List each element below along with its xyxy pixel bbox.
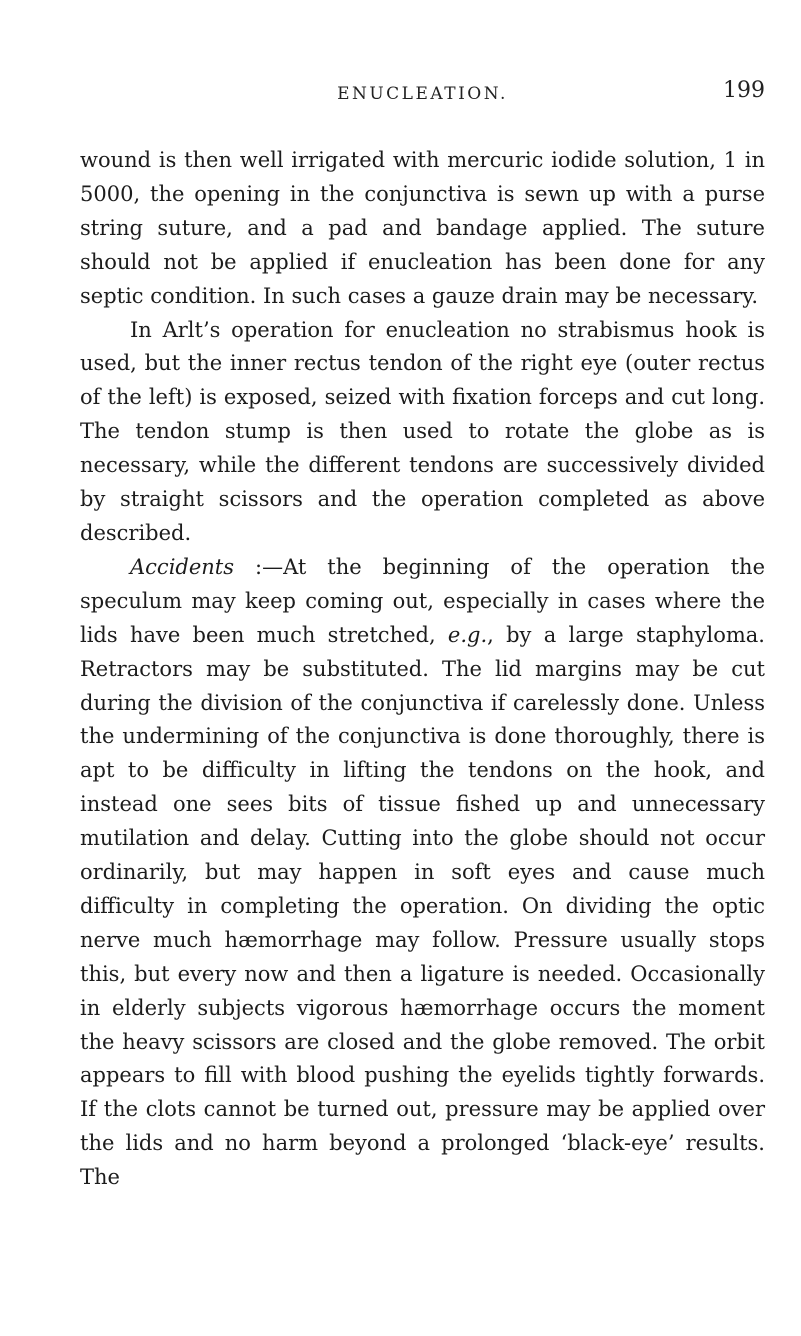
paragraph-arlt-operation: In Arlt’s operation for enucleation no strabismus hook is used, but the inner rectus tendon of the right eye (outer rectus of the left) is exposed, seized with fixation forceps and cut long. The tendon stump is then used to rotate the globe as is necessary, while the different tendons are successively divided by straight scissors and the operation completed as above described. xyxy=(80,317,765,545)
paragraph-accidents xyxy=(80,551,765,1195)
paragraph-wound-closure: wound is then well irrigated with mercuric iodide solution, 1 in 5000, the opening in the conjunctiva is sewn up with a purse string suture, and a pad and bandage applied. The suture should not be applied if enucleation has been done for any septic condition. In such cases a gauze drain may be necessary. xyxy=(80,148,765,308)
accidents-heading: Accidents xyxy=(130,554,235,579)
accidents-text-a: :—At the beginning of the operation the speculum may keep coming out, especially in cases where the lids have been much stretched, xyxy=(80,554,765,647)
eg-abbreviation: e.g. xyxy=(447,622,488,647)
body-text xyxy=(80,144,765,1195)
running-header xyxy=(80,62,765,102)
page-number: 199 xyxy=(723,78,765,103)
running-title: ENUCLEATION. xyxy=(337,84,508,104)
accidents-text-b: , by a large staphyloma. Retractors may be substituted. The lid margins may be cut during the division of the conjunctiva if carelessly done. Unless the undermining of the conjunctiva is done thoroughly, there is apt to be difficulty in lifting the tendons on the hook, and instead one sees bits of tissue fished up and unnecessary mutilation and delay. Cutting into the globe should not occur ordinarily, but may happen in soft eyes and cause much difficulty in completing the operation. On dividing the optic nerve much hæmorrhage may follow. Pressure usually stops this, but every now and then a ligature is needed. Occasionally in elderly subjects vigorous hæmorrhage occurs the moment the heavy scissors are closed and the globe removed. The orbit appears to fill with blood pushing the eyelids tightly forwards. If the clots cannot be turned out, pressure may be applied over the lids and no harm beyond a prolonged ‘black-eye’ results. The xyxy=(80,622,765,1190)
